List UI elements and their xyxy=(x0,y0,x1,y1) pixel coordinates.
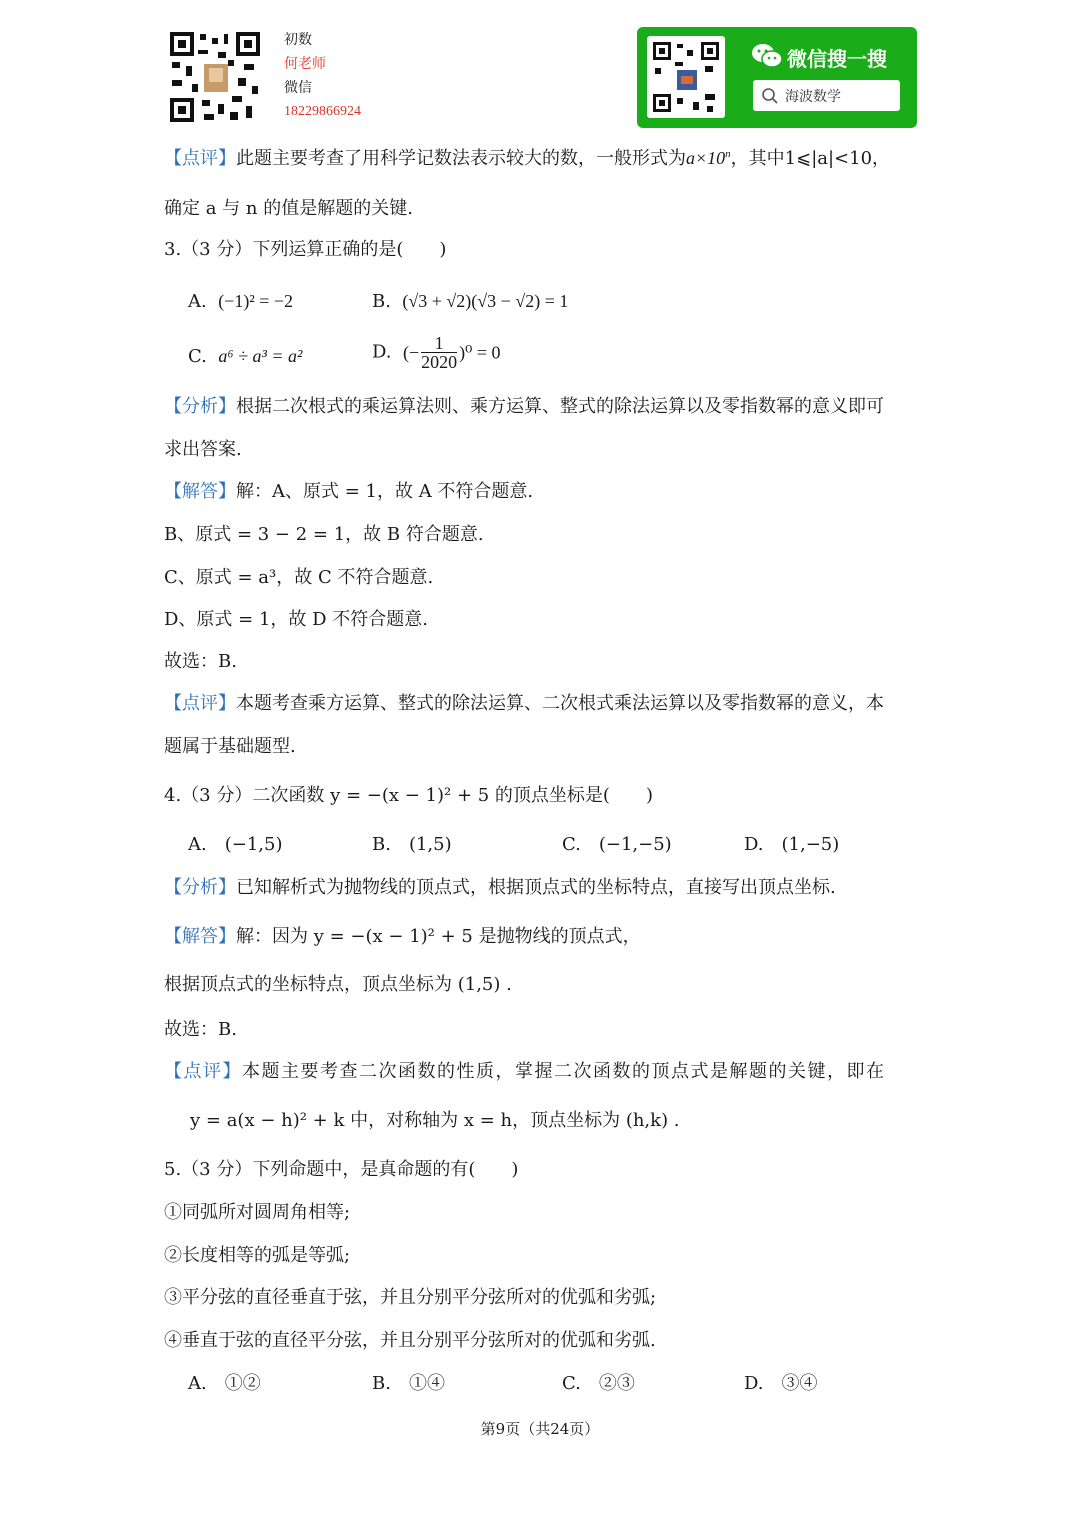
q3-solution-line1 xyxy=(164,480,533,504)
solution-tag: 【解答】 xyxy=(164,481,236,502)
q5-statement-4: ④垂直于弦的直径平分弦，并且分别平分弦所对的优弧和劣弧. xyxy=(164,1330,656,1351)
comment-tag: 【点评】 xyxy=(164,693,236,714)
contact-phone: 18229866924 xyxy=(284,104,361,119)
q5-option-d: D. ③④ xyxy=(744,1373,818,1394)
q3-comment-line1 xyxy=(164,692,884,716)
qr-code-left xyxy=(168,30,262,124)
q3-option-c-text: a⁶ ÷ a³ = a² xyxy=(218,346,303,366)
analysis-tag: 【分析】 xyxy=(164,877,236,898)
q3-analysis-line1 xyxy=(164,395,884,419)
q4-solution-line3: 故选：B. xyxy=(164,1019,237,1040)
q3-analysis-line2: 求出答案. xyxy=(164,439,242,460)
q3-stem: 3.（3 分）下列运算正确的是( ) xyxy=(164,239,447,260)
comment-tag: 【点评】 xyxy=(164,148,236,169)
q5-statement-2: ②长度相等的弧是等弧; xyxy=(164,1245,351,1266)
q4-option-b: B. (1,5) xyxy=(372,834,452,855)
q4-analysis xyxy=(164,876,836,900)
wechat-search-box xyxy=(753,80,900,111)
q3-option-a-label: A. xyxy=(188,291,207,312)
q2-comment-exponent: n xyxy=(725,148,731,160)
q3-option-b-text: (√3 + √2)(√3 − √2) = 1 xyxy=(402,291,569,311)
q4-stem: 4.（3 分）二次函数 y = −(x − 1)² + 5 的顶点坐标是( ) xyxy=(164,785,653,806)
q5-statement-3: ③平分弦的直径垂直于弦，并且分别平分弦所对的优弧和劣弧; xyxy=(164,1287,657,1308)
q2-comment-formula: a×10 xyxy=(686,148,726,168)
q4-option-c: C. (−1,−5) xyxy=(562,834,672,855)
page-footer: 第9页（共24页） xyxy=(480,1420,600,1438)
q4-option-d: D. (1,−5) xyxy=(744,834,840,855)
q3-solution-line4: D、原式 = 1，故 D 不符合题意. xyxy=(164,609,429,630)
q3-option-b-label: B. xyxy=(372,291,391,312)
q3-option-d xyxy=(372,334,501,371)
contact-line1: 初数 xyxy=(284,32,312,48)
q4-option-a: A. (−1,5) xyxy=(188,834,283,855)
q5-stem: 5.（3 分）下列命题中，是真命题的有( ) xyxy=(164,1159,519,1180)
q3-analysis-text: 根据二次根式的乘运算法则、乘方运算、整式的除法运算以及零指数幂的意义即可 xyxy=(236,396,884,417)
q3-option-d-fraction xyxy=(421,334,457,371)
wechat-logo-icon xyxy=(751,42,783,70)
q4-analysis-text: 已知解析式为抛物线的顶点式，根据顶点式的坐标特点，直接写出顶点坐标. xyxy=(236,877,836,898)
q3-solution-line3: C、原式 = a³，故 C 不符合题意. xyxy=(164,567,434,588)
contact-line3: 微信 xyxy=(284,80,312,96)
q3-option-b xyxy=(372,289,568,314)
q3-option-d-post: )⁰ = 0 xyxy=(459,342,501,363)
wechat-qr-code xyxy=(647,36,725,118)
q4-comment-line1 xyxy=(164,1060,886,1084)
q3-solution-text: 解：A、原式 = 1，故 A 不符合题意. xyxy=(236,481,534,502)
q4-solution-line2: 根据顶点式的坐标特点，顶点坐标为 (1,5) . xyxy=(164,974,512,995)
qr-code-icon xyxy=(647,36,725,118)
q5-option-c: C. ②③ xyxy=(562,1373,635,1394)
comment-tag: 【点评】 xyxy=(164,1061,242,1082)
q5-option-a: A. ①② xyxy=(188,1373,261,1394)
q3-option-d-label: D. xyxy=(372,341,392,363)
q3-solution-line5: 故选：B. xyxy=(164,651,237,672)
q3-option-d-pre: (− xyxy=(402,342,420,363)
fraction-numerator: 1 xyxy=(421,334,457,353)
contact-name: 何老师 xyxy=(284,56,326,72)
fraction-denominator: 2020 xyxy=(421,352,458,372)
q4-solution-line1 xyxy=(164,925,641,949)
search-icon xyxy=(761,87,779,105)
q3-option-a xyxy=(188,289,293,314)
q3-option-a-text: (−1)² = −2 xyxy=(218,291,294,311)
q4-solution-text: 解：因为 y = −(x − 1)² + 5 是抛物线的顶点式， xyxy=(236,926,641,947)
q3-option-c xyxy=(188,344,302,369)
wechat-search-banner xyxy=(637,27,917,128)
q2-comment-text: 此题主要考查了用科学记数法表示较大的数，一般形式为 xyxy=(236,148,686,169)
q3-solution-line2: B、原式 = 3 − 2 = 1，故 B 符合题意. xyxy=(164,524,484,545)
q2-comment-line2: 确定 a 与 n 的值是解题的关键. xyxy=(164,198,413,219)
q4-comment-text: 本题主要考查二次函数的性质，掌握二次函数的顶点式是解题的关键，即在 xyxy=(242,1061,886,1082)
wechat-search-text: 海波数学 xyxy=(785,89,841,105)
solution-tag: 【解答】 xyxy=(164,926,236,947)
qr-code-icon xyxy=(168,30,262,124)
wechat-banner-title: 微信搜一搜 xyxy=(787,47,887,71)
contact-info xyxy=(284,28,361,124)
analysis-tag: 【分析】 xyxy=(164,396,236,417)
q5-statement-1: ①同弧所对圆周角相等; xyxy=(164,1202,351,1223)
q5-option-b: B. ①④ xyxy=(372,1373,445,1394)
q3-option-c-label: C. xyxy=(188,346,207,367)
q4-comment-line2: y = a(x − h)² + k 中，对称轴为 x = h，顶点坐标为 (h,k) . xyxy=(190,1110,680,1131)
q3-comment-text: 本题考查乘方运算、整式的除法运算、二次根式乘法运算以及零指数幂的意义，本 xyxy=(236,693,884,714)
q3-comment-line2: 题属于基础题型. xyxy=(164,736,296,757)
q2-comment-line1 xyxy=(164,146,890,171)
q2-comment-range: ，其中1⩽|a|<10， xyxy=(730,148,891,169)
